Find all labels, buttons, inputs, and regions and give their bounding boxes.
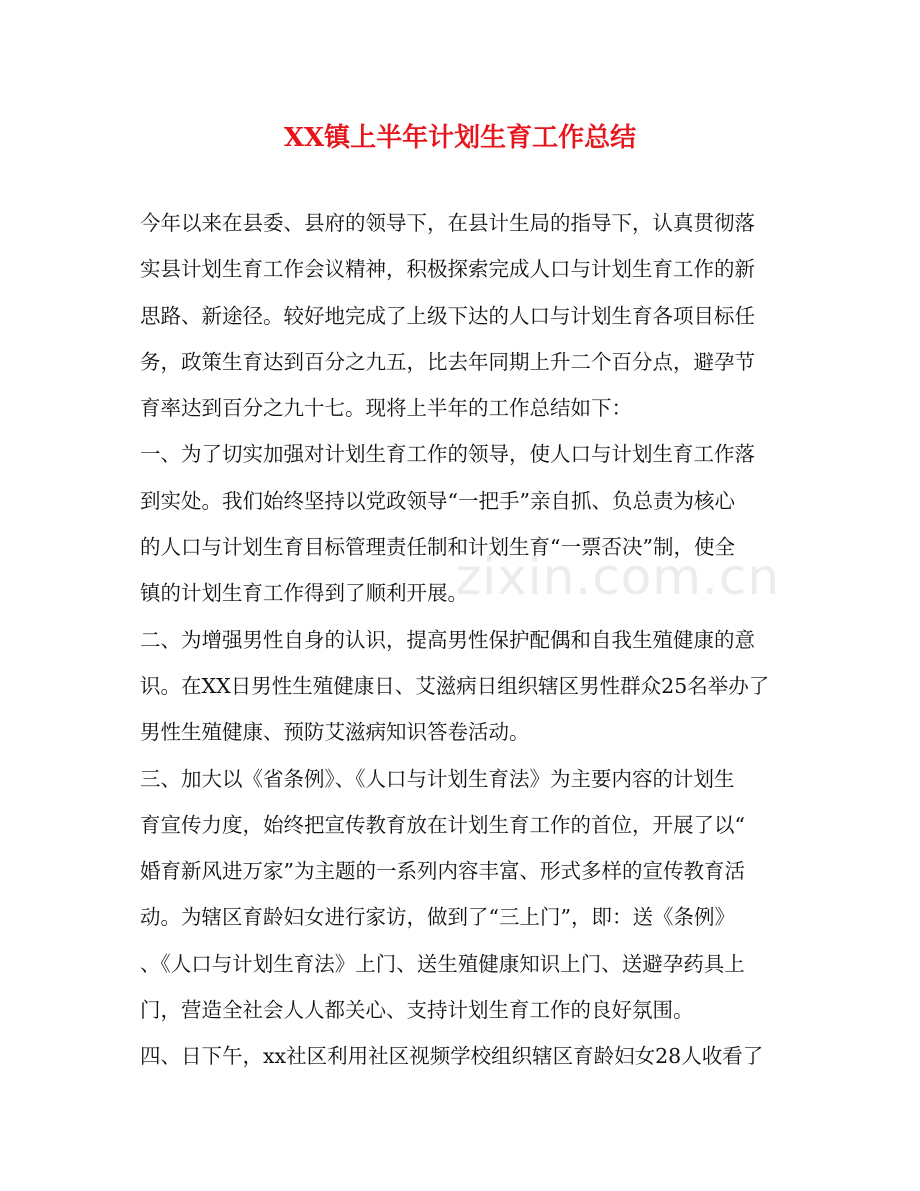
paragraph-section-1 xyxy=(140,431,780,616)
document-body xyxy=(140,200,780,1080)
watermark: zixin.com.cn xyxy=(455,548,781,606)
text-line: 今年以来在县委、县府的领导下，在县计生局的指导下，认真贯彻落 xyxy=(140,211,755,235)
text-line: 动。为辖区育龄妇女进行家访，做到了“三上门”，即：送《条例》 xyxy=(140,905,735,930)
text-line: 思路、新途径。较好地完成了上级下达的人口与计划生育各项目标任 xyxy=(140,303,755,328)
text-line: 实县计划生育工作会议精神，积极探索完成人口与计划生育工作的新 xyxy=(140,257,755,282)
text-line: 三、加大以《省条例》、《人口与计划生育法》为主要内容的计划生 xyxy=(140,766,735,791)
text-line: 男性生殖健康、预防艾滋病知识答卷活动。 xyxy=(140,720,530,745)
text-line: 务，政策生育达到百分之九五，比去年同期上升二个百分点，避孕节 xyxy=(140,349,755,374)
text-line: 四、日下午，xx社区利用社区视频学校组织辖区育龄妇女28人收看了 xyxy=(140,1044,764,1069)
text-line: 育率达到百分之九十七。现将上半年的工作总结如下： xyxy=(140,396,632,421)
text-line: 婚育新风进万家”为主题的一系列内容丰富、形式多样的宣传教育活 xyxy=(140,859,745,884)
text-line: 镇的计划生育工作得到了顺利开展。 xyxy=(140,581,468,606)
paragraph-section-3 xyxy=(140,756,780,1034)
text-line: 门，营造全社会人人都关心、支持计划生育工作的良好氛围。 xyxy=(140,998,694,1023)
text-line: 育宣传力度，始终把宣传教育放在计划生育工作的首位，开展了以“ xyxy=(140,812,745,837)
text-line: 的人口与计划生育目标管理责任制和计划生育“一票否决”制，使全 xyxy=(140,535,735,560)
paragraph-intro xyxy=(140,200,780,431)
text-line: 二、为增强男性自身的认识，提高男性保护配偶和自我生殖健康的意 xyxy=(140,627,755,652)
paragraph-section-2 xyxy=(140,617,780,756)
paragraph-section-4 xyxy=(140,1033,780,1079)
text-line: 到实处。我们始终坚持以党政领导“一把手”亲自抓、负总责为核心 xyxy=(140,488,735,513)
text-line: 识。在XX日男性生殖健康日、艾滋病日组织辖区男性群众25名举办了 xyxy=(140,673,770,698)
document-title: XX镇上半年计划生育工作总结 xyxy=(283,123,637,153)
text-line: 一、为了切实加强对计划生育工作的领导，使人口与计划生育工作落 xyxy=(140,442,755,467)
text-line: 、《人口与计划生育法》上门、送生殖健康知识上门、送避孕药具上 xyxy=(140,951,745,976)
